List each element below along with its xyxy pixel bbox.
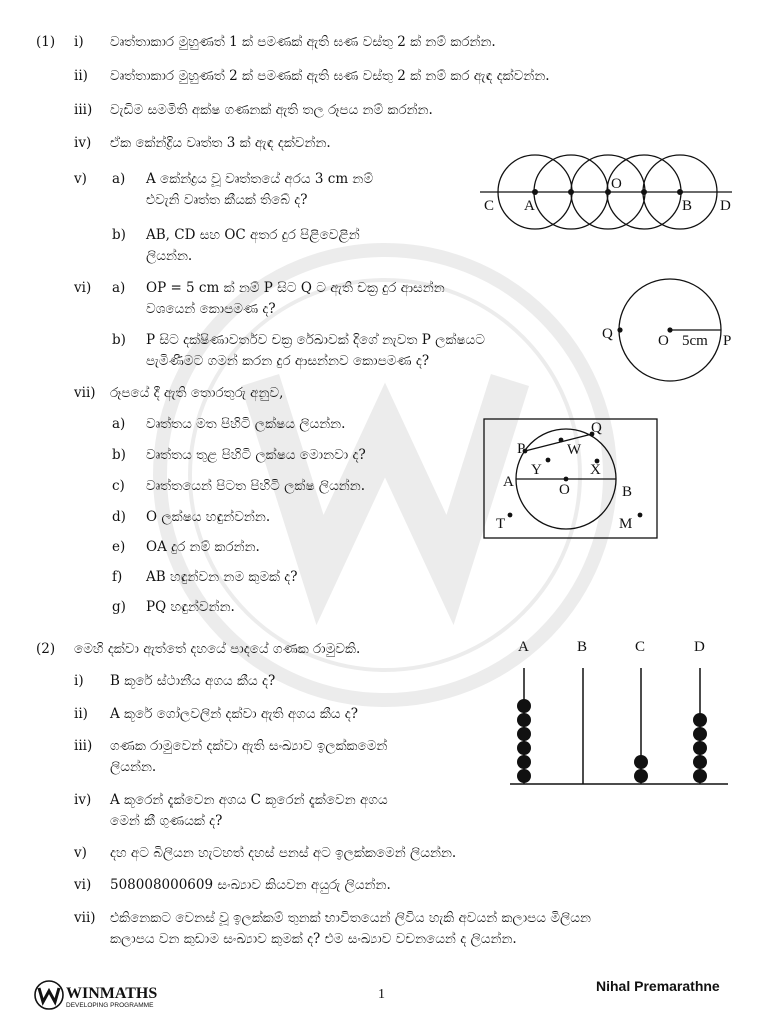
abacus-bead [693,769,707,783]
q1-vii-c-text: වෘත්තයෙන් පිටත පිහිටි ලක්ෂ ලියන්න. [146,478,366,494]
q2-ii-text: A කූරේ ගෝලවලින් දක්වා ඇති අගය කීය ද? [110,706,359,722]
q1-vii-e-text: OA දුර නම් කරන්න. [146,539,260,555]
abacus-rod-label-c: C [635,639,646,655]
q1-i-text: වෘත්තාකාර මුහුණත් 1 ක් පමණක් ඇති ඝණ වස්තු 2 ක් නම් කරන්න. [110,34,496,50]
label-x: X [590,462,601,478]
q1-vii-f-text: AB හඳුන්වන නම කුමක් ද? [146,569,298,585]
q1-v-b-label: b) [112,227,126,243]
q1-i-label: i) [74,34,84,50]
label-q: Q [602,326,613,342]
q1-v-a-label: a) [112,171,126,187]
label-a: A [503,474,514,490]
q1-vii-b-label: b) [112,447,126,463]
q1-v-a-line2: එවැනි වෘත්ත කීයක් තිබේ ද? [146,192,308,208]
label-d: D [720,198,731,214]
q1-vii-f-label: f) [112,569,123,585]
logo-text: WINMATHS [66,985,158,1002]
q1-vii-b-text: වෘත්තය තුළ පිහිටි ලක්ෂය මොනවා ද? [146,447,366,463]
label-b: B [682,198,693,214]
label-b: B [622,484,633,500]
q2-ii-label: ii) [74,706,88,722]
label-t: T [496,516,506,532]
q2-iii-line1: ගණක රාමුවෙන් දක්වා ඇති සංඛ්‍යාව ඉලක්කමෙන් [110,738,388,754]
q1-vii-d-label: d) [112,509,126,525]
q1-iii-text: වැඩිම සමමිති අක්ෂ ගණනක් ඇති තල රූපය නම් කරන්න. [110,102,433,118]
q1-v-label: v) [74,171,87,187]
label-o: O [611,176,622,192]
q2-iv-line2: මෙන් කී ගුණයක් ද? [110,813,223,829]
q1-v-a-line1: A කේන්ද්‍රය වූ වෘත්තයේ අරය 3 cm නම් [146,171,374,187]
winmaths-logo [34,978,174,1012]
label-y: Y [531,462,542,478]
q1-vii-a-text: වෘත්තය මත පිහිටි ලක්ෂය ලියන්න. [146,416,346,432]
q1-vii-g-text: PQ හඳුන්වන්න. [146,599,235,615]
label-w: W [567,442,582,458]
q1-iv-text: ඒක කේන්ද්‍රිය වෘත්ත 3 ක් ඇඳ දක්වන්න. [110,135,331,151]
abacus-bead [634,755,648,769]
q1-vii-intro: රූපයේ දී ඇති තොරතුරු අනුව, [110,385,284,401]
q2-vii-line2: කලාපය වන කුඩාම සංඛ්‍යාව කුමක් ද? එම සංඛ්‍යාව වචනයෙන් ද ලියන්න. [110,931,517,947]
abacus-rod-label-d: D [694,639,705,655]
abacus-bead [517,769,531,783]
q1-number: (1) [36,34,56,50]
label-m: M [619,516,633,532]
page-number: 1 [378,987,385,1002]
q1-iii-label: iii) [74,102,93,118]
q2-iii-line2: ලියන්න. [110,759,157,775]
abacus-bead [693,727,707,741]
q1-vii-label: vii) [74,385,96,401]
abacus-bead [517,727,531,741]
abacus-bead [517,699,531,713]
q2-iv-label: iv) [74,792,92,808]
q1-iv-label: iv) [74,135,92,151]
circle-box-figure [483,418,659,540]
logo-circle-icon [35,981,63,1009]
abacus-bead [693,755,707,769]
overlapping-circles-figure [478,150,738,240]
q1-ii-text: වෘත්තාකාර මුහුණත් 2 ක් පමණක් ඇති ඝණ වස්තු 2 ක් නම් කර ඇඳ දක්වන්න. [110,68,550,84]
abacus-bead [634,769,648,783]
q1-vii-e-label: e) [112,539,126,555]
author-name: Nihal Premarathne [596,978,720,994]
abacus-bead [517,755,531,769]
q1-vii-a-label: a) [112,416,126,432]
abacus-bead [517,713,531,727]
q2-iii-label: iii) [74,738,93,754]
abacus-bead [693,741,707,755]
label-p: P [723,333,732,349]
q2-vi-label: vi) [74,877,92,893]
q1-vi-label: vi) [74,280,92,296]
abacus-rod-label-b: B [577,639,588,655]
q2-vi-text: 508008000609 සංඛ්‍යාව කියවන අයුරු ලියන්න. [110,877,391,893]
radius-label: 5cm [682,333,708,349]
label-p: P [517,441,526,457]
q2-v-text: දහ අට බිලියන හැටහත් දහස් පනස් අට ඉලක්කමෙන් ලියන්න. [110,845,457,861]
q1-vi-a-label: a) [112,280,126,296]
q2-i-text: B කූරේ ස්ථානීය අගය කීය ද? [110,673,276,689]
abacus-bead [517,741,531,755]
q1-vi-a-line1: OP = 5 cm ක් නම් P සිට Q ට ඇති චක්‍ර දුර ආසන්න [146,280,445,296]
q1-vii-g-label: g) [112,599,126,615]
abacus-rod-label-a: A [518,639,529,655]
label-q: Q [591,420,602,436]
q1-ii-label: ii) [74,68,88,84]
q1-vi-b-line2: පැමිණීමට ගමන් කරන දුර ආසන්නව කොපමණ ද? [146,353,430,369]
q2-number: (2) [36,641,56,657]
abacus-bead [693,713,707,727]
q2-intro: මෙහි දක්වා ඇත්තේ දහයේ පාදයේ ගණක රාමුවකි. [74,641,361,657]
logo-subtext: DEVELOPING PROGRAMME [66,1002,154,1009]
q2-i-label: i) [74,673,84,689]
label-a: A [524,198,535,214]
q2-iv-line1: A කූරෙන් දැක්වෙන අගය C කූරෙන් දැක්වෙන අගය [110,792,388,808]
q1-v-b-line2: ලියන්න. [146,248,193,264]
q1-v-b-line1: AB, CD සහ OC අතර දුර පිළිවෙළින් [146,227,360,243]
q1-vi-b-line1: P සිට දක්ෂිණාවර්තව චක්‍ර රේඛාවක් දිගේ නැවත P ලක්ෂයට [146,332,485,348]
q1-vi-b-label: b) [112,332,126,348]
q1-vii-d-text: O ලක්ෂය හඳුන්වන්න. [146,509,271,525]
label-o: O [658,333,669,349]
q1-vi-a-line2: වශයෙන් කොපමණ ද? [146,301,276,317]
q2-v-label: v) [74,845,87,861]
label-c: C [484,198,495,214]
q2-vii-label: vii) [74,910,96,926]
label-o: O [559,482,570,498]
q1-vii-c-label: c) [112,478,125,494]
abacus-figure [508,632,733,792]
q2-vii-line1: එකිනෙකට වෙනස් වූ ඉලක්කම් තුනක් භාවිතයෙන් ලිවිය හැකි අවයන් කලාපය මිලියන [110,910,591,926]
circle-qop-figure [596,276,741,386]
